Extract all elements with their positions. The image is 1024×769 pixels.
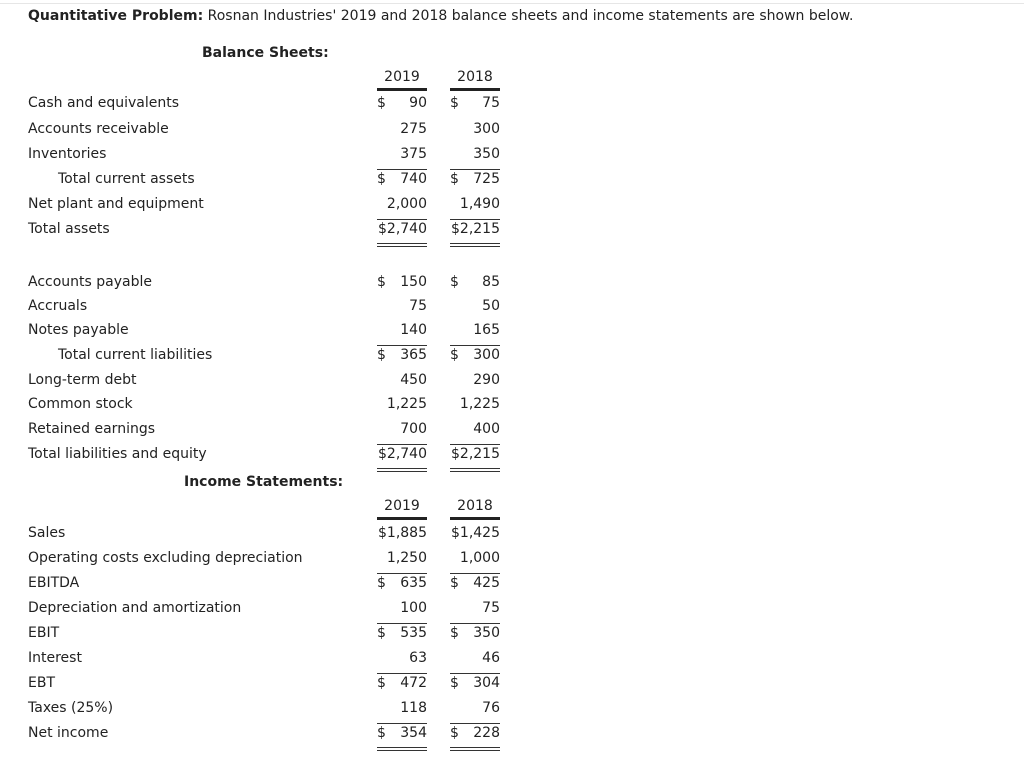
value-2019	[377, 322, 427, 342]
row-label: Accounts payable	[28, 274, 152, 290]
value: 725	[473, 171, 500, 187]
bs-year-2018: 2018	[450, 69, 500, 85]
value: 1,225	[459, 396, 500, 412]
value: $1,885	[378, 525, 427, 541]
bs-row	[0, 171, 520, 191]
row-label: Accounts receivable	[28, 121, 169, 137]
row-label: Interest	[28, 650, 82, 666]
row-label: Operating costs excluding depreciation	[28, 550, 303, 566]
is-row	[0, 650, 520, 670]
value-2019	[377, 550, 427, 570]
currency-sign: $	[377, 274, 386, 290]
row-label: Total liabilities and equity	[28, 446, 207, 462]
is-row	[0, 675, 520, 695]
row-label: Sales	[28, 525, 66, 541]
value-2018	[450, 550, 500, 570]
bs-row	[0, 221, 520, 241]
row-label: Common stock	[28, 396, 133, 412]
currency-sign: $	[450, 625, 459, 641]
value-2019	[377, 221, 427, 241]
value: 350	[473, 146, 500, 162]
value-2019	[377, 347, 427, 367]
currency-sign: $	[377, 675, 386, 691]
value: $2,740	[378, 446, 427, 462]
value: 275	[400, 121, 427, 137]
value: $2,215	[451, 446, 500, 462]
row-label: Net plant and equipment	[28, 196, 204, 212]
value-2018	[450, 95, 500, 115]
value: 165	[473, 322, 500, 338]
value-2018	[450, 446, 500, 466]
bs-row	[0, 95, 520, 115]
bs-row	[0, 396, 520, 416]
value-2018	[450, 372, 500, 392]
value: 425	[473, 575, 500, 591]
value: 450	[400, 372, 427, 388]
is-year-2019: 2019	[377, 498, 427, 514]
value-2019	[377, 121, 427, 141]
value: 1,225	[386, 396, 427, 412]
is-row	[0, 600, 520, 620]
currency-sign: $	[450, 347, 459, 363]
bs-row	[0, 274, 520, 294]
value-2019	[377, 396, 427, 416]
row-label: Long-term debt	[28, 372, 137, 388]
currency-sign: $	[450, 575, 459, 591]
value-2018	[450, 625, 500, 645]
balance-sheets-title: Balance Sheets:	[202, 45, 329, 61]
bs-row	[0, 322, 520, 342]
value: 50	[482, 298, 500, 314]
value: 150	[400, 274, 427, 290]
value: $2,740	[378, 221, 427, 237]
value: 228	[473, 725, 500, 741]
is-row	[0, 700, 520, 720]
intro-body: Rosnan Industries' 2019 and 2018 balance sheets and income statements are shown below.	[203, 8, 854, 24]
row-label: EBIT	[28, 625, 60, 641]
bs-row	[0, 196, 520, 216]
value: 365	[400, 347, 427, 363]
value: 46	[482, 650, 500, 666]
currency-sign: $	[450, 675, 459, 691]
value-2018	[450, 700, 500, 720]
value: 354	[400, 725, 427, 741]
value: 350	[473, 625, 500, 641]
value-2019	[377, 171, 427, 191]
value: 85	[482, 274, 500, 290]
row-label: Accruals	[28, 298, 88, 314]
value: 635	[400, 575, 427, 591]
value-2019	[377, 146, 427, 166]
value-2019	[377, 675, 427, 695]
value-2019	[377, 600, 427, 620]
value-2019	[377, 196, 427, 216]
value-2018	[450, 274, 500, 294]
value: 400	[473, 421, 500, 437]
intro-bold: Quantitative Problem:	[28, 8, 204, 24]
value: 290	[473, 372, 500, 388]
value-2018	[450, 298, 500, 318]
value: 375	[400, 146, 427, 162]
bs-row	[0, 146, 520, 166]
currency-sign: $	[377, 625, 386, 641]
value: 300	[473, 121, 500, 137]
bs-row	[0, 121, 520, 141]
currency-sign: $	[377, 171, 386, 187]
value: 63	[409, 650, 427, 666]
value-2019	[377, 525, 427, 545]
value-2018	[450, 421, 500, 441]
value: 1,000	[459, 550, 500, 566]
value-2018	[450, 171, 500, 191]
value-2018	[450, 675, 500, 695]
is-row	[0, 625, 520, 645]
currency-sign: $	[450, 725, 459, 741]
value-2019	[377, 700, 427, 720]
row-label: Total current assets	[58, 171, 195, 187]
intro-text	[28, 8, 853, 24]
value-2018	[450, 650, 500, 670]
value: 700	[400, 421, 427, 437]
currency-sign: $	[450, 171, 459, 187]
is-year-2018: 2018	[450, 498, 500, 514]
row-label: Retained earnings	[28, 421, 156, 437]
row-label: Total assets	[28, 221, 110, 237]
top-divider	[0, 3, 1024, 4]
row-label: Cash and equivalents	[28, 95, 180, 111]
currency-sign: $	[377, 575, 386, 591]
row-label: Taxes (25%)	[28, 700, 114, 716]
bs-row	[0, 298, 520, 318]
value: 118	[400, 700, 427, 716]
value-2018	[450, 347, 500, 367]
currency-sign: $	[377, 347, 386, 363]
currency-sign: $	[377, 95, 386, 111]
row-label: Inventories	[28, 146, 107, 162]
value: 535	[400, 625, 427, 641]
value-2019	[377, 446, 427, 466]
value: $1,425	[451, 525, 500, 541]
value: 300	[473, 347, 500, 363]
bs-row	[0, 421, 520, 441]
value-2018	[450, 396, 500, 416]
value: 1,490	[459, 196, 500, 212]
value-2019	[377, 575, 427, 595]
row-label: Notes payable	[28, 322, 129, 338]
value-2019	[377, 372, 427, 392]
row-label: EBT	[28, 675, 56, 691]
value-2018	[450, 121, 500, 141]
value-2019	[377, 95, 427, 115]
bs-row	[0, 347, 520, 367]
value: 1,250	[386, 550, 427, 566]
value-2019	[377, 298, 427, 318]
value-2018	[450, 221, 500, 241]
income-statements-title: Income Statements:	[184, 474, 344, 490]
value-2018	[450, 575, 500, 595]
row-label: Net income	[28, 725, 109, 741]
value-2019	[377, 650, 427, 670]
value: 740	[400, 171, 427, 187]
currency-sign: $	[450, 95, 459, 111]
value: 2,000	[386, 196, 427, 212]
is-row	[0, 575, 520, 595]
value-2018	[450, 725, 500, 745]
value: 100	[400, 600, 427, 616]
is-row	[0, 525, 520, 545]
value: 75	[482, 600, 500, 616]
currency-sign: $	[450, 274, 459, 290]
value: 140	[400, 322, 427, 338]
value: 90	[409, 95, 427, 111]
value-2018	[450, 146, 500, 166]
value-2019	[377, 725, 427, 745]
value: 75	[409, 298, 427, 314]
value-2019	[377, 421, 427, 441]
bs-year-2019: 2019	[377, 69, 427, 85]
is-row	[0, 550, 520, 570]
row-label: EBITDA	[28, 575, 80, 591]
bs-row	[0, 446, 520, 466]
currency-sign: $	[377, 725, 386, 741]
row-label: Total current liabilities	[58, 347, 213, 363]
value: $2,215	[451, 221, 500, 237]
row-label: Depreciation and amortization	[28, 600, 242, 616]
value-2018	[450, 196, 500, 216]
value: 472	[400, 675, 427, 691]
is-row	[0, 725, 520, 745]
value-2018	[450, 600, 500, 620]
value: 304	[473, 675, 500, 691]
bs-row	[0, 372, 520, 392]
value-2018	[450, 525, 500, 545]
value-2018	[450, 322, 500, 342]
value-2019	[377, 625, 427, 645]
value: 76	[482, 700, 500, 716]
value-2019	[377, 274, 427, 294]
value: 75	[482, 95, 500, 111]
